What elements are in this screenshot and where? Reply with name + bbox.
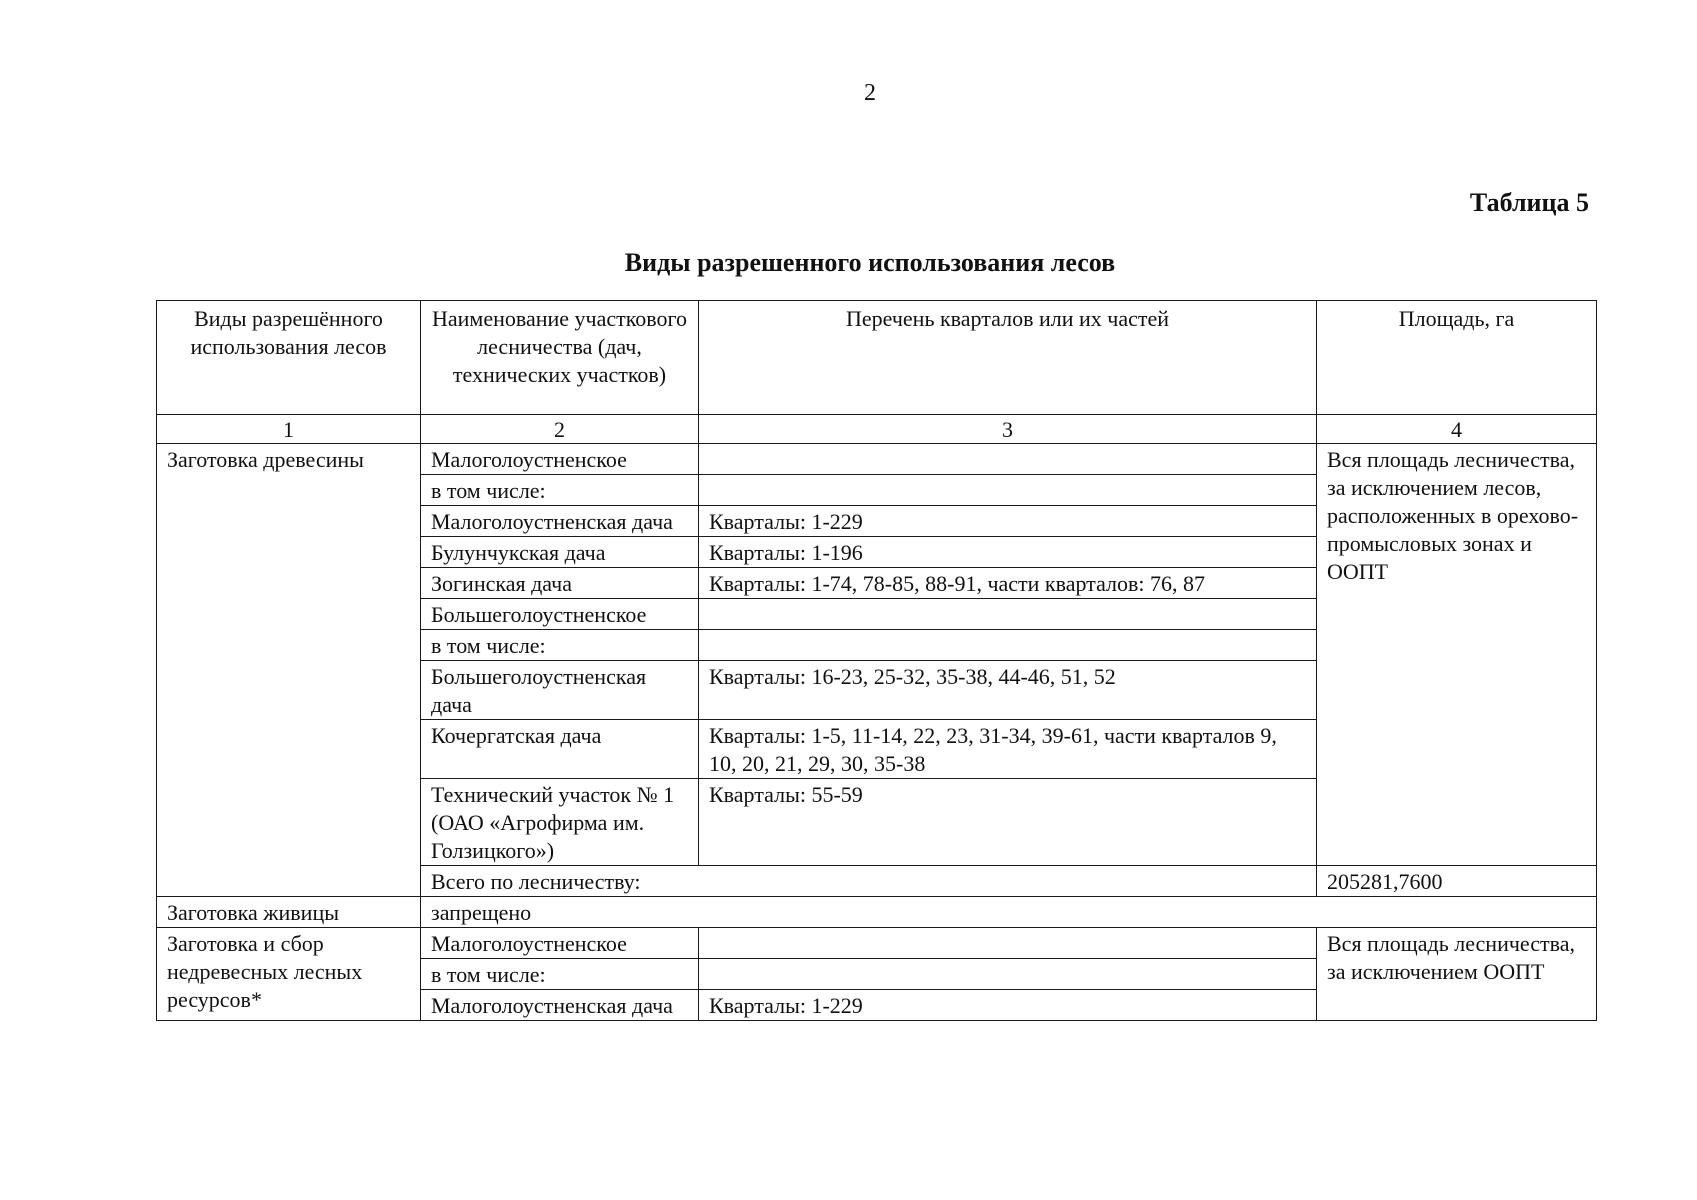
status-cell: запрещено [421, 897, 1597, 928]
quarters-cell: Кварталы: 1-229 [699, 506, 1317, 537]
quarters-cell: Кварталы: 16-23, 25-32, 35-38, 44-46, 51, 52 [699, 661, 1317, 720]
forestry-name-cell: Малоголоустненская дача [421, 506, 699, 537]
use-type-cell: Заготовка древесины [157, 444, 421, 897]
quarters-cell: Кварталы: 1-5, 11-14, 22, 23, 31-34, 39-61, части кварталов 9, 10, 20, 21, 29, 30, 35-38 [699, 720, 1317, 779]
forestry-name-cell: Зогинская дача [421, 568, 699, 599]
forestry-name-cell: Булунчукская дача [421, 537, 699, 568]
header-quarters: Перечень кварталов или их частей [699, 301, 1317, 415]
quarters-cell [699, 959, 1317, 990]
table-row [157, 897, 1597, 928]
table-row [157, 444, 1597, 475]
quarters-cell [699, 928, 1317, 959]
use-type-cell: Заготовка и сбор недревесных лесных ресурсов* [157, 928, 421, 1021]
header-area: Площадь, га [1317, 301, 1597, 415]
quarters-cell: Кварталы: 55-59 [699, 779, 1317, 866]
forestry-name-cell: Малоголоустненское [421, 928, 699, 959]
column-number: 1 [157, 415, 421, 444]
quarters-cell [699, 599, 1317, 630]
page-number: 2 [864, 80, 876, 106]
quarters-cell [699, 444, 1317, 475]
quarters-cell: Кварталы: 1-74, 78-85, 88-91, части кварталов: 76, 87 [699, 568, 1317, 599]
column-number: 4 [1317, 415, 1597, 444]
header-use-type: Виды разрешённого использования лесов [157, 301, 421, 415]
area-note-cell: Вся площадь лесничества, за исключением лесов, расположенных в орехово-промысловых зонах и ООПТ [1317, 444, 1597, 866]
table-row [157, 928, 1597, 959]
forestry-name-cell: Малоголоустненское [421, 444, 699, 475]
header-row [157, 301, 1597, 415]
forestry-name-cell: Большеголоустненское [421, 599, 699, 630]
quarters-cell [699, 630, 1317, 661]
forestry-name-cell: в том числе: [421, 475, 699, 506]
column-number: 2 [421, 415, 699, 444]
column-number-row [157, 415, 1597, 444]
forestry-name-cell: в том числе: [421, 959, 699, 990]
forestry-name-cell: в том числе: [421, 630, 699, 661]
quarters-cell: Кварталы: 1-229 [699, 990, 1317, 1021]
total-value-cell: 205281,7600 [1317, 866, 1597, 897]
forestry-name-cell: Кочергатская дача [421, 720, 699, 779]
quarters-cell [699, 475, 1317, 506]
table-label: Таблица 5 [1469, 188, 1589, 217]
forestry-name-cell: Большеголоустненская дача [421, 661, 699, 720]
forest-use-table [156, 300, 1597, 1021]
total-label-cell: Всего по лесничеству: [421, 866, 1317, 897]
column-number: 3 [699, 415, 1317, 444]
forestry-name-cell: Малоголоустненская дача [421, 990, 699, 1021]
document-title: Виды разрешенного использования лесов [624, 248, 1116, 277]
quarters-cell: Кварталы: 1-196 [699, 537, 1317, 568]
forestry-name-cell: Технический участок № 1 (ОАО «Агрофирма им. Голзицкого») [421, 779, 699, 866]
header-forestry-name: Наименование участкового лесничества (дач, технических участков) [421, 301, 699, 415]
use-type-cell: Заготовка живицы [157, 897, 421, 928]
area-note-cell: Вся площадь лесничества, за исключением ООПТ [1317, 928, 1597, 1021]
